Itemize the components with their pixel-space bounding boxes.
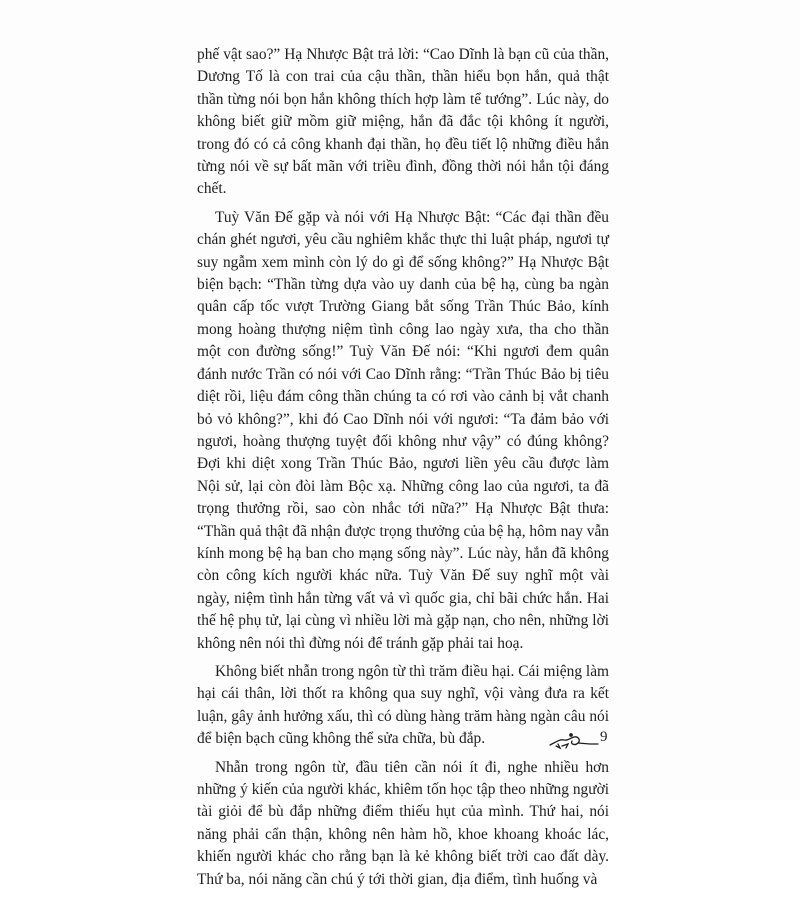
paragraph-1: phế vật sao?” Hạ Nhược Bật trả lời: “Cao Dĩnh là bạn cũ của thần, Dương Tố là con trai của cậu thần, thần hiểu bọn hắn, quả thật thần từng nói bọn hắn không thích hợp làm tể tướng”. Lúc này, do không biết giữ mồm giữ miệng, hắn đã đắc tội không ít người, trong đó có cả công khanh đại thần, họ đều tiết lộ những điều hắn từng nói về sự bất mãn với triều đình, đồng thời nói hắn tội đáng chết.	[197, 46, 609, 198]
paragraph-3: Không biết nhẫn trong ngôn từ thì trăm điều hại. Cái miệng làm hại cái thân, lời thốt ra không qua suy nghĩ, vội vàng đưa ra kết luận, gây ảnh hưởng xấu, thì có dùng hàng trăm hàng ngàn câu nói để biện bạch cũng không thể sửa chữa, bù đắp.	[197, 662, 609, 748]
footer-ornament-icon	[548, 726, 618, 754]
paragraph-2: Tuỳ Văn Đế gặp và nói với Hạ Nhược Bật: “Các đại thần đều chán ghét ngươi, yêu cầu nghiêm khắc thực thi luật pháp, ngươi tự suy ngẫm xem mình còn lý do gì để sống không?” Hạ Nhược Bật biện bạch: “Thần từng dựa vào uy danh của bệ hạ, cùng ba ngàn quân cấp tốc vượt Trường Giang bắt sống Trần Thúc Bảo, kính mong hoàng thượng niệm tình công lao ngày xưa, tha cho thần một con đường sống!” Tuỳ Văn Đế nói: “Khi ngươi đem quân đánh nước Trần có nói với Cao Dĩnh rằng: “Trần Thúc Bảo bị tiêu diệt rồi, liệu đám công thần chúng ta có rơi vào cảnh bị vắt chanh bỏ vỏ không?”, khi đó Cao Dĩnh nói với ngươi: “Ta đảm bảo với ngươi, hoàng thượng tuyệt đối không như vậy” có đúng không? Đợi khi diệt xong Trần Thúc Bảo, ngươi liền yêu cầu được làm Nội sử, lại còn đòi làm Bộc xạ. Những công lao của ngươi, ta đã trọng thưởng rồi, sao còn nhắc tới nữa?” Hạ Nhược Bật thưa: “Thần quả thật đã nhận được trọng thưởng của bệ hạ, hôm nay vẫn kính mong bệ hạ ban cho mạng sống này”. Lúc này, hắn đã không còn công kích người khác nữa. Tuỳ Văn Đế suy nghĩ một vài ngày, niệm tình hắn từng vất vả vì quốc gia, chỉ bãi chức hắn. Hai thế hệ phụ tử, lại cùng vì nhiều lời mà gặp nạn, cho nên, những lời không nên nói thì đừng nói để tránh gặp phải tai hoạ.	[197, 208, 609, 652]
paragraph-4: Nhẫn trong ngôn từ, đầu tiên cần nói ít đi, nghe nhiều hơn những ý kiến của người khác, khiêm tốn học tập theo những người tài giỏi để bù đắp những điểm thiếu hụt của mình. Thứ hai, nói năng phải cẩn thận, không nên hàm hồ, khoe khoang khoác lác, khiến người khác cho rằng bạn là kẻ không biết trời cao đất dày. Thứ ba, nói năng cần chú ý tới thời gian, địa điểm, tình huống và	[197, 758, 609, 888]
page-number: 9	[600, 729, 608, 745]
body-text	[197, 44, 609, 897]
